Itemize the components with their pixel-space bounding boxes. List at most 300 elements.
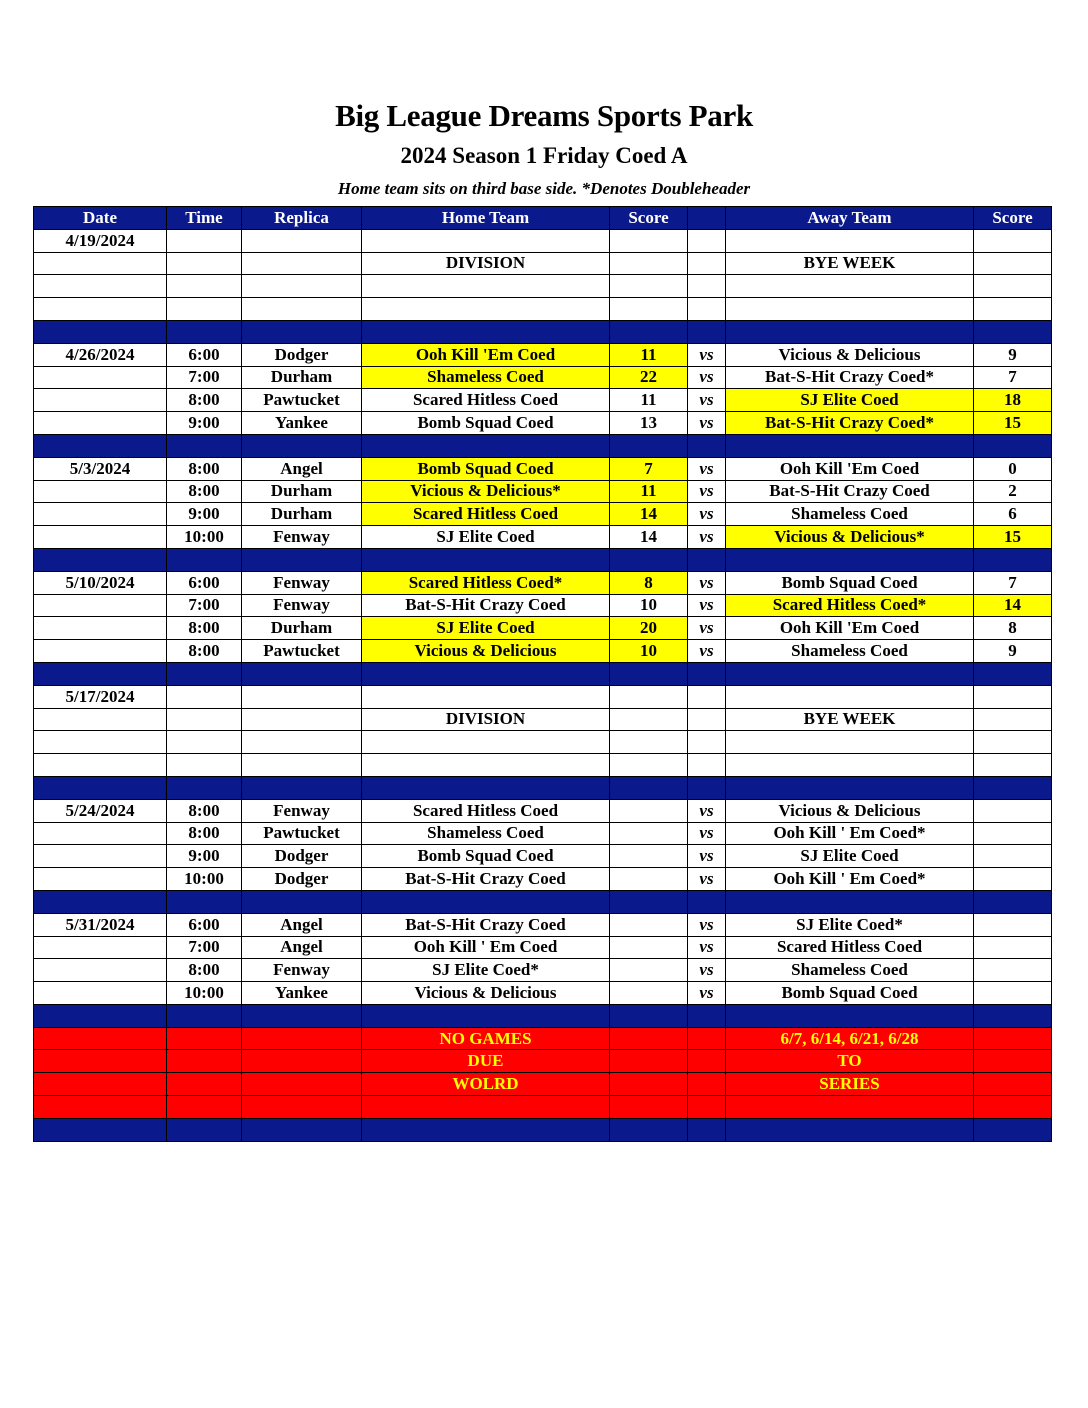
table-row (34, 343, 1052, 366)
replica-cell (242, 708, 362, 731)
home-score-cell (610, 252, 688, 275)
separator-cell (688, 890, 726, 913)
home-score-cell (610, 982, 688, 1005)
separator-cell (242, 434, 362, 457)
table-row (34, 845, 1052, 868)
home-team-cell: DUE (362, 1050, 610, 1073)
away-score-cell: 7 (974, 571, 1052, 594)
separator-cell (362, 1118, 610, 1141)
home-team-cell: Shameless Coed (362, 366, 610, 389)
time-cell: 7:00 (167, 594, 242, 617)
separator-row (34, 662, 1052, 685)
home-team-cell: Vicious & Delicious (362, 640, 610, 663)
away-team-cell: Vicious & Delicious (726, 343, 974, 366)
vs-cell (688, 229, 726, 252)
replica-cell (242, 298, 362, 321)
time-cell: 6:00 (167, 913, 242, 936)
replica-cell (242, 731, 362, 754)
away-team-cell: Bat-S-Hit Crazy Coed (726, 480, 974, 503)
home-score-cell (610, 708, 688, 731)
away-score-cell (974, 982, 1052, 1005)
away-score-cell (974, 868, 1052, 891)
separator-cell (167, 890, 242, 913)
away-team-cell: Bomb Squad Coed (726, 982, 974, 1005)
time-cell: 10:00 (167, 526, 242, 549)
vs-cell (688, 252, 726, 275)
time-cell: 8:00 (167, 480, 242, 503)
separator-row (34, 548, 1052, 571)
vs-cell: vs (688, 617, 726, 640)
notice-row (34, 1027, 1052, 1050)
separator-cell (610, 434, 688, 457)
table-row (34, 959, 1052, 982)
replica-cell: Fenway (242, 959, 362, 982)
away-score-cell: 0 (974, 457, 1052, 480)
table-row (34, 457, 1052, 480)
time-cell: 10:00 (167, 868, 242, 891)
replica-cell: Dodger (242, 343, 362, 366)
time-cell: 9:00 (167, 845, 242, 868)
away-team-cell (726, 229, 974, 252)
away-team-cell: 6/7, 6/14, 6/21, 6/28 (726, 1027, 974, 1050)
home-team-cell: Vicious & Delicious* (362, 480, 610, 503)
date-cell: 5/10/2024 (34, 571, 167, 594)
separator-cell (688, 1118, 726, 1141)
away-score-cell: 14 (974, 594, 1052, 617)
time-cell: 6:00 (167, 571, 242, 594)
separator-cell (167, 662, 242, 685)
replica-cell (242, 685, 362, 708)
home-score-cell: 10 (610, 640, 688, 663)
time-cell (167, 1027, 242, 1050)
time-cell (167, 298, 242, 321)
away-score-cell (974, 298, 1052, 321)
replica-cell (242, 1027, 362, 1050)
schedule-body (34, 229, 1052, 1141)
home-team-cell (362, 1096, 610, 1119)
home-score-cell: 13 (610, 412, 688, 435)
schedule-note: Home team sits on third base side. *Denotes Doubleheader (337, 179, 751, 198)
date-cell (34, 503, 167, 526)
away-team-cell: Ooh Kill 'Em Coed (726, 617, 974, 640)
home-team-cell: Bat-S-Hit Crazy Coed (362, 913, 610, 936)
vs-cell: vs (688, 412, 726, 435)
home-score-cell (610, 868, 688, 891)
home-team-cell: DIVISION (362, 708, 610, 731)
separator-cell (726, 1004, 974, 1027)
date-cell: 4/19/2024 (34, 229, 167, 252)
away-score-cell (974, 799, 1052, 822)
replica-cell: Durham (242, 366, 362, 389)
time-cell (167, 1050, 242, 1073)
vs-cell (688, 731, 726, 754)
replica-cell: Durham (242, 503, 362, 526)
time-cell: 8:00 (167, 959, 242, 982)
vs-cell: vs (688, 480, 726, 503)
separator-cell (726, 434, 974, 457)
time-cell (167, 1073, 242, 1096)
notice-row (34, 1050, 1052, 1073)
separator-cell (726, 548, 974, 571)
date-cell: 5/24/2024 (34, 799, 167, 822)
date-cell (34, 366, 167, 389)
home-team-cell: NO GAMES (362, 1027, 610, 1050)
table-row (34, 913, 1052, 936)
col-header-away-score: Score (974, 207, 1052, 230)
away-team-cell: SJ Elite Coed (726, 845, 974, 868)
separator-cell (688, 776, 726, 799)
table-row (34, 389, 1052, 412)
replica-cell: Angel (242, 457, 362, 480)
away-team-cell: BYE WEEK (726, 252, 974, 275)
table-row (34, 229, 1052, 252)
table-row (34, 412, 1052, 435)
home-score-cell (610, 799, 688, 822)
time-cell (167, 708, 242, 731)
vs-cell: vs (688, 389, 726, 412)
away-score-cell (974, 252, 1052, 275)
away-team-cell: Vicious & Delicious* (726, 526, 974, 549)
date-cell (34, 617, 167, 640)
separator-cell (34, 320, 167, 343)
separator-cell (974, 1118, 1052, 1141)
replica-cell: Pawtucket (242, 389, 362, 412)
away-score-cell (974, 1073, 1052, 1096)
col-header-home-score: Score (610, 207, 688, 230)
away-team-cell: SJ Elite Coed (726, 389, 974, 412)
date-cell (34, 1050, 167, 1073)
notice-row (34, 1096, 1052, 1119)
home-team-cell (362, 298, 610, 321)
separator-cell (362, 776, 610, 799)
replica-cell: Durham (242, 617, 362, 640)
home-score-cell: 11 (610, 480, 688, 503)
time-cell (167, 252, 242, 275)
time-cell: 10:00 (167, 982, 242, 1005)
separator-cell (362, 548, 610, 571)
away-score-cell: 6 (974, 503, 1052, 526)
separator-cell (34, 662, 167, 685)
away-score-cell (974, 1027, 1052, 1050)
home-team-cell (362, 685, 610, 708)
separator-cell (974, 1004, 1052, 1027)
date-cell (34, 412, 167, 435)
separator-cell (242, 1118, 362, 1141)
time-cell: 8:00 (167, 617, 242, 640)
separator-cell (362, 320, 610, 343)
separator-cell (726, 1118, 974, 1141)
date-cell: 5/31/2024 (34, 913, 167, 936)
separator-cell (167, 548, 242, 571)
table-row (34, 275, 1052, 298)
away-team-cell (726, 754, 974, 777)
table-row (34, 868, 1052, 891)
away-score-cell (974, 845, 1052, 868)
separator-cell (167, 1118, 242, 1141)
table-row (34, 936, 1052, 959)
home-score-cell (610, 275, 688, 298)
table-row (34, 708, 1052, 731)
away-team-cell: Scared Hitless Coed* (726, 594, 974, 617)
header-row (34, 207, 1052, 230)
replica-cell (242, 1073, 362, 1096)
separator-cell (974, 434, 1052, 457)
date-cell (34, 1096, 167, 1119)
home-team-cell (362, 229, 610, 252)
table-row (34, 252, 1052, 275)
separator-cell (610, 1118, 688, 1141)
time-cell: 9:00 (167, 412, 242, 435)
home-score-cell (610, 1073, 688, 1096)
home-team-cell: Bomb Squad Coed (362, 457, 610, 480)
replica-cell: Fenway (242, 799, 362, 822)
date-cell (34, 252, 167, 275)
separator-cell (974, 776, 1052, 799)
home-score-cell (610, 822, 688, 845)
home-score-cell (610, 936, 688, 959)
separator-cell (974, 320, 1052, 343)
table-row (34, 799, 1052, 822)
vs-cell: vs (688, 982, 726, 1005)
vs-cell: vs (688, 571, 726, 594)
home-team-cell: Vicious & Delicious (362, 982, 610, 1005)
date-cell (34, 708, 167, 731)
home-team-cell: Shameless Coed (362, 822, 610, 845)
date-cell (34, 959, 167, 982)
separator-cell (167, 1004, 242, 1027)
separator-cell (34, 434, 167, 457)
separator-cell (974, 890, 1052, 913)
away-team-cell: Vicious & Delicious (726, 799, 974, 822)
col-header-home-team: Home Team (362, 207, 610, 230)
table-row (34, 617, 1052, 640)
replica-cell: Pawtucket (242, 640, 362, 663)
time-cell: 8:00 (167, 457, 242, 480)
separator-row (34, 890, 1052, 913)
date-cell (34, 1027, 167, 1050)
table-row (34, 298, 1052, 321)
away-team-cell: Bat-S-Hit Crazy Coed* (726, 412, 974, 435)
separator-cell (688, 548, 726, 571)
replica-cell: Fenway (242, 571, 362, 594)
home-score-cell: 11 (610, 343, 688, 366)
home-score-cell (610, 298, 688, 321)
vs-cell (688, 685, 726, 708)
replica-cell: Angel (242, 913, 362, 936)
away-score-cell: 7 (974, 366, 1052, 389)
home-score-cell: 14 (610, 503, 688, 526)
separator-cell (974, 662, 1052, 685)
separator-cell (974, 548, 1052, 571)
away-score-cell: 9 (974, 343, 1052, 366)
separator-row (34, 434, 1052, 457)
table-row (34, 480, 1052, 503)
replica-cell: Pawtucket (242, 822, 362, 845)
date-cell (34, 640, 167, 663)
table-row (34, 754, 1052, 777)
time-cell: 7:00 (167, 936, 242, 959)
table-row (34, 685, 1052, 708)
separator-cell (726, 320, 974, 343)
home-team-cell: Bomb Squad Coed (362, 845, 610, 868)
date-cell: 4/26/2024 (34, 343, 167, 366)
vs-cell: vs (688, 457, 726, 480)
home-team-cell: SJ Elite Coed* (362, 959, 610, 982)
home-team-cell: Bat-S-Hit Crazy Coed (362, 868, 610, 891)
time-cell: 8:00 (167, 799, 242, 822)
separator-cell (610, 890, 688, 913)
away-score-cell (974, 685, 1052, 708)
date-cell (34, 731, 167, 754)
col-header-away-team: Away Team (726, 207, 974, 230)
replica-cell: Fenway (242, 594, 362, 617)
date-cell: 5/17/2024 (34, 685, 167, 708)
date-cell (34, 594, 167, 617)
time-cell (167, 685, 242, 708)
separator-cell (242, 776, 362, 799)
vs-cell (688, 1096, 726, 1119)
home-team-cell: Bomb Squad Coed (362, 412, 610, 435)
home-score-cell: 8 (610, 571, 688, 594)
vs-cell: vs (688, 959, 726, 982)
table-row (34, 731, 1052, 754)
away-score-cell: 2 (974, 480, 1052, 503)
vs-cell: vs (688, 868, 726, 891)
away-team-cell: Bat-S-Hit Crazy Coed* (726, 366, 974, 389)
away-score-cell: 9 (974, 640, 1052, 663)
vs-cell: vs (688, 799, 726, 822)
separator-cell (242, 890, 362, 913)
vs-cell: vs (688, 822, 726, 845)
time-cell (167, 275, 242, 298)
replica-cell (242, 275, 362, 298)
home-score-cell: 11 (610, 389, 688, 412)
home-team-cell: Scared Hitless Coed (362, 799, 610, 822)
separator-cell (362, 1004, 610, 1027)
date-cell (34, 275, 167, 298)
col-header-replica: Replica (242, 207, 362, 230)
home-team-cell (362, 731, 610, 754)
home-score-cell: 10 (610, 594, 688, 617)
table-row (34, 982, 1052, 1005)
separator-cell (688, 662, 726, 685)
replica-cell: Yankee (242, 412, 362, 435)
separator-cell (362, 662, 610, 685)
date-cell (34, 754, 167, 777)
separator-row (34, 320, 1052, 343)
separator-cell (688, 1004, 726, 1027)
separator-cell (167, 776, 242, 799)
home-score-cell (610, 685, 688, 708)
time-cell (167, 754, 242, 777)
home-score-cell (610, 1027, 688, 1050)
date-cell (34, 982, 167, 1005)
separator-cell (610, 548, 688, 571)
vs-cell: vs (688, 503, 726, 526)
home-team-cell: WOLRD (362, 1073, 610, 1096)
vs-cell: vs (688, 526, 726, 549)
table-row (34, 594, 1052, 617)
separator-cell (34, 1118, 167, 1141)
away-score-cell: 15 (974, 412, 1052, 435)
date-cell (34, 868, 167, 891)
away-team-cell: Ooh Kill ' Em Coed* (726, 868, 974, 891)
separator-cell (242, 320, 362, 343)
vs-cell (688, 1073, 726, 1096)
separator-cell (34, 548, 167, 571)
separator-cell (610, 1004, 688, 1027)
table-row (34, 640, 1052, 663)
away-team-cell: Scared Hitless Coed (726, 936, 974, 959)
home-team-cell: Ooh Kill 'Em Coed (362, 343, 610, 366)
away-team-cell: Shameless Coed (726, 959, 974, 982)
date-cell (34, 1073, 167, 1096)
replica-cell: Angel (242, 936, 362, 959)
home-team-cell: SJ Elite Coed (362, 526, 610, 549)
away-team-cell: Bomb Squad Coed (726, 571, 974, 594)
time-cell (167, 731, 242, 754)
separator-cell (34, 776, 167, 799)
home-team-cell: Scared Hitless Coed (362, 389, 610, 412)
separator-row (34, 776, 1052, 799)
separator-cell (362, 890, 610, 913)
replica-cell: Durham (242, 480, 362, 503)
home-score-cell (610, 754, 688, 777)
vs-cell (688, 708, 726, 731)
away-team-cell (726, 731, 974, 754)
date-cell (34, 822, 167, 845)
separator-cell (167, 434, 242, 457)
separator-row (34, 1118, 1052, 1141)
away-score-cell: 8 (974, 617, 1052, 640)
away-score-cell: 15 (974, 526, 1052, 549)
separator-cell (362, 434, 610, 457)
replica-cell: Dodger (242, 845, 362, 868)
away-score-cell (974, 275, 1052, 298)
replica-cell (242, 1096, 362, 1119)
time-cell: 8:00 (167, 389, 242, 412)
away-score-cell (974, 731, 1052, 754)
home-score-cell: 7 (610, 457, 688, 480)
vs-cell: vs (688, 936, 726, 959)
away-team-cell: Shameless Coed (726, 503, 974, 526)
away-team-cell (726, 275, 974, 298)
date-cell (34, 480, 167, 503)
separator-row (34, 1004, 1052, 1027)
schedule-table (33, 206, 1052, 1142)
home-team-cell: Scared Hitless Coed* (362, 571, 610, 594)
col-header-date: Date (34, 207, 167, 230)
separator-cell (242, 1004, 362, 1027)
home-score-cell: 20 (610, 617, 688, 640)
vs-cell (688, 298, 726, 321)
vs-cell: vs (688, 913, 726, 936)
vs-cell: vs (688, 845, 726, 868)
table-row (34, 503, 1052, 526)
time-cell (167, 229, 242, 252)
time-cell: 6:00 (167, 343, 242, 366)
away-team-cell: BYE WEEK (726, 708, 974, 731)
vs-cell: vs (688, 594, 726, 617)
time-cell: 8:00 (167, 640, 242, 663)
home-score-cell (610, 959, 688, 982)
separator-cell (610, 662, 688, 685)
home-team-cell: Ooh Kill ' Em Coed (362, 936, 610, 959)
vs-cell (688, 275, 726, 298)
notice-row (34, 1073, 1052, 1096)
home-score-cell (610, 731, 688, 754)
date-cell: 5/3/2024 (34, 457, 167, 480)
